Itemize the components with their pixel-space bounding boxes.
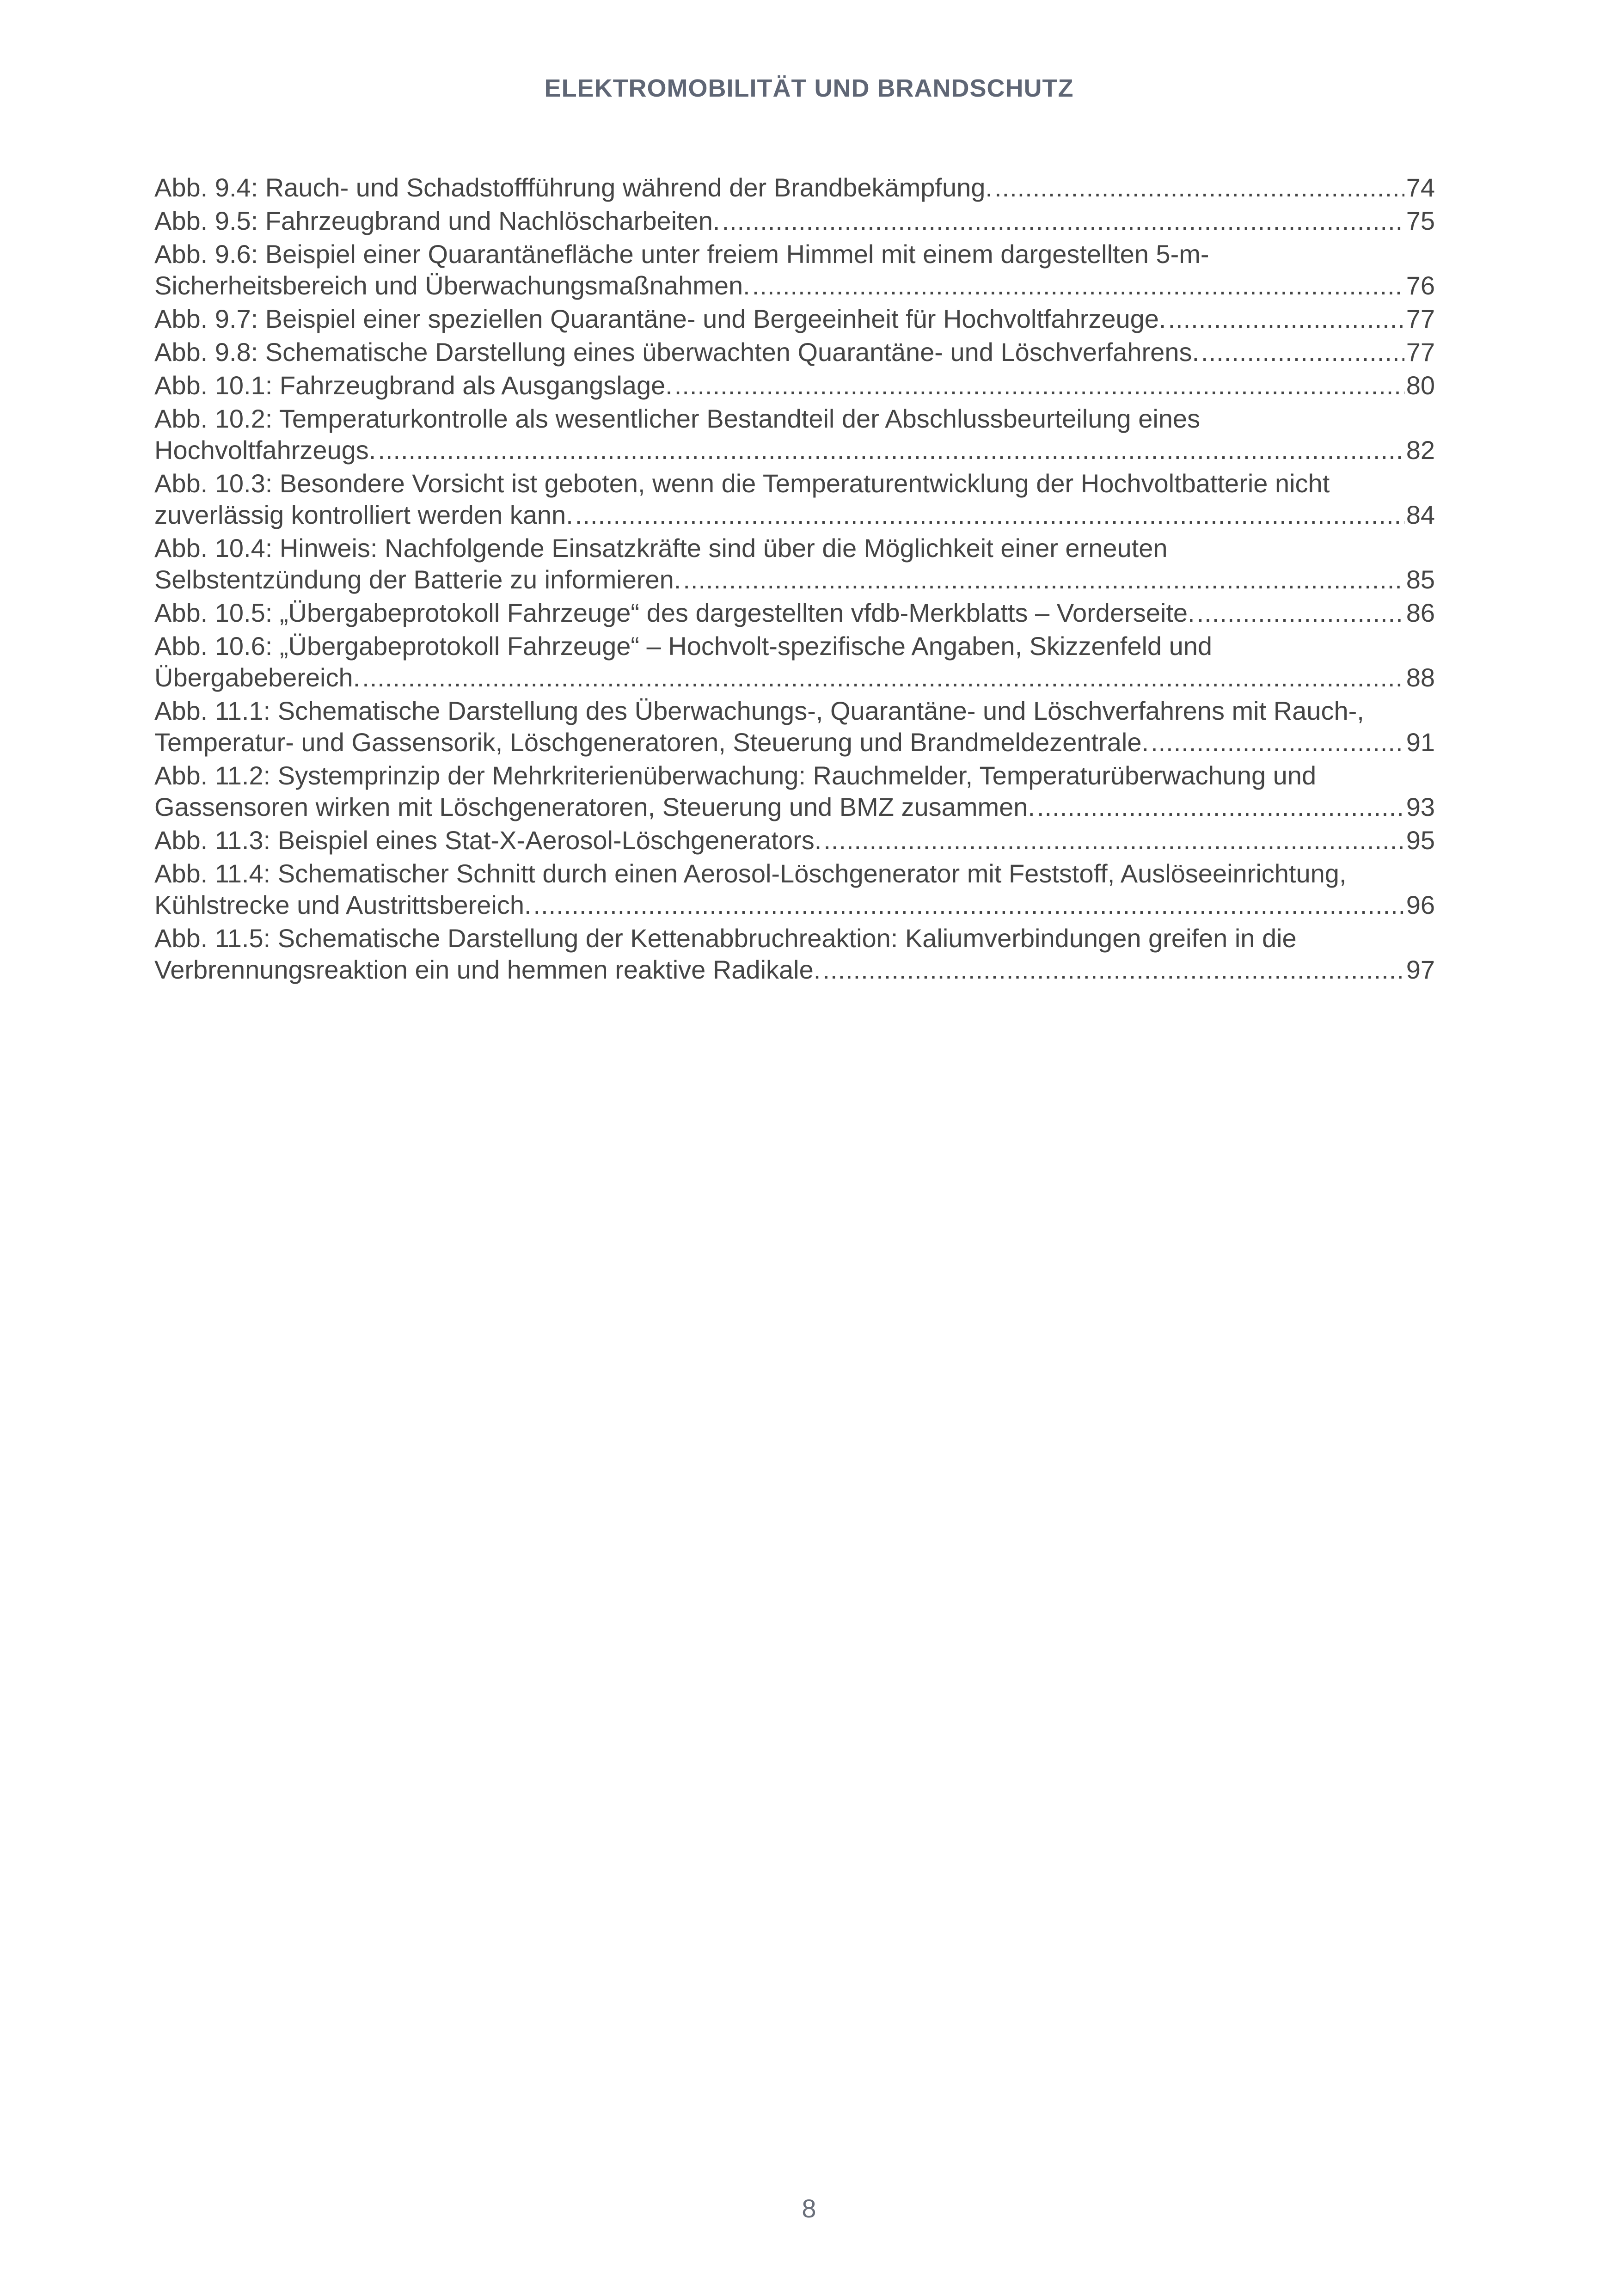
dot-leader — [378, 435, 1404, 466]
dot-leader — [674, 370, 1404, 401]
toc-entry[interactable] — [154, 825, 1435, 856]
toc-entry-text: Abb. 10.6: „Übergabeprotokoll Fahrzeuge“ – Hochvolt-spezifische Angaben, Skizzenfeld und — [154, 631, 1213, 661]
dot-leader — [1037, 791, 1404, 823]
toc-entry-text: Abb. 10.4: Hinweis: Nachfolgende Einsatzkräfte sind über die Möglichkeit einer erneuten — [154, 533, 1168, 563]
dot-leader — [1197, 597, 1404, 629]
toc-entry[interactable] — [154, 239, 1435, 301]
toc-page-number: 80 — [1406, 371, 1435, 400]
toc-entry-text: Verbrennungsreaktion ein und hemmen reaktive Radikale. — [154, 955, 821, 984]
toc-entry-text: Übergabebereich. — [154, 663, 361, 692]
dot-leader — [1201, 337, 1404, 368]
toc-page-number: 75 — [1406, 206, 1435, 235]
toc-entry-text: Abb. 11.3: Beispiel eines Stat-X-Aerosol-Löschgenerators. — [154, 826, 822, 855]
toc-page-number: 88 — [1406, 663, 1435, 692]
toc-page-number: 82 — [1406, 435, 1435, 465]
dot-leader — [823, 825, 1404, 856]
toc-entry-text: Abb. 10.2: Temperaturkontrolle als wesentlicher Bestandteil der Abschlussbeurteilung eines — [154, 404, 1201, 433]
dot-leader — [722, 205, 1404, 237]
dot-leader — [752, 270, 1404, 301]
toc-entry[interactable] — [154, 858, 1435, 921]
toc-entry[interactable] — [154, 468, 1435, 531]
toc-entry[interactable] — [154, 370, 1435, 401]
toc-page-number: 85 — [1406, 565, 1435, 594]
toc-entry[interactable] — [154, 303, 1435, 335]
toc-page-number: 86 — [1406, 598, 1435, 627]
toc-page-number: 96 — [1406, 890, 1435, 919]
list-of-figures — [154, 172, 1435, 987]
toc-entry-text: zuverlässig kontrolliert werden kann. — [154, 500, 573, 529]
toc-entry[interactable] — [154, 923, 1435, 986]
toc-page-number: 84 — [1406, 500, 1435, 529]
toc-entry-text: Abb. 11.2: Systemprinzip der Mehrkriterienüberwachung: Rauchmelder, Temperaturüberwachung und — [154, 761, 1317, 790]
toc-entry-text: Abb. 9.4: Rauch- und Schadstoffführung während der Brandbekämpfung. — [154, 173, 993, 202]
toc-page-number: 77 — [1406, 337, 1435, 367]
toc-entry-text: Hochvoltfahrzeugs. — [154, 435, 376, 465]
toc-entry-text: Abb. 10.3: Besondere Vorsicht ist geboten, wenn die Temperaturentwicklung der Hochvoltbatterie nicht — [154, 469, 1330, 498]
toc-entry-text: Sicherheitsbereich und Überwachungsmaßnahmen. — [154, 271, 750, 300]
toc-entry[interactable] — [154, 695, 1435, 758]
toc-entry-text: Abb. 11.5: Schematische Darstellung der Kettenabbruchreaktion: Kaliumverbindungen greifen in die — [154, 924, 1297, 953]
toc-entry[interactable] — [154, 172, 1435, 203]
toc-entry-text: Temperatur- und Gassensorik, Löschgeneratoren, Steuerung und Brandmeldezentrale. — [154, 728, 1149, 757]
toc-entry[interactable] — [154, 403, 1435, 466]
toc-entry-text: Abb. 10.5: „Übergabeprotokoll Fahrzeuge“ des dargestellten vfdb-Merkblatts – Vorderseite. — [154, 598, 1195, 627]
toc-entry-text: Abb. 9.8: Schematische Darstellung eines überwachten Quarantäne- und Löschverfahrens. — [154, 337, 1200, 367]
toc-entry-text: Abb. 9.5: Fahrzeugbrand und Nachlöscharbeiten. — [154, 206, 720, 235]
dot-leader — [683, 564, 1404, 595]
toc-entry[interactable] — [154, 533, 1435, 595]
toc-entry-text: Abb. 9.6: Beispiel einer Quarantänefläche unter freiem Himmel mit einem dargestellten 5-m- — [154, 239, 1209, 269]
toc-entry[interactable] — [154, 205, 1435, 237]
dot-leader — [1168, 303, 1404, 335]
running-header: ELEKTROMOBILITÄT UND BRANDSCHUTZ — [544, 74, 1074, 102]
toc-page-number: 97 — [1406, 955, 1435, 984]
toc-page-number: 77 — [1406, 304, 1435, 333]
page-number: 8 — [802, 2194, 816, 2223]
dot-leader — [362, 662, 1404, 693]
toc-entry[interactable] — [154, 760, 1435, 823]
toc-page-number: 91 — [1406, 728, 1435, 757]
dot-leader — [533, 889, 1404, 921]
toc-entry-text: Abb. 9.7: Beispiel einer speziellen Quarantäne- und Bergeeinheit für Hochvoltfahrzeuge. — [154, 304, 1166, 333]
dot-leader — [1151, 727, 1404, 758]
toc-entry-text: Abb. 11.4: Schematischer Schnitt durch einen Aerosol-Löschgenerator mit Feststoff, Auslöseeinrichtung, — [154, 859, 1347, 888]
toc-page-number: 93 — [1406, 792, 1435, 821]
toc-entry-text: Selbstentzündung der Batterie zu informieren. — [154, 565, 681, 594]
toc-page-number: 74 — [1406, 173, 1435, 202]
toc-entry-text: Kühlstrecke und Austrittsbereich. — [154, 890, 532, 919]
toc-page-number: 95 — [1406, 826, 1435, 855]
dot-leader — [575, 499, 1404, 531]
dot-leader — [822, 954, 1404, 986]
toc-entry[interactable] — [154, 597, 1435, 629]
toc-entry[interactable] — [154, 337, 1435, 368]
toc-entry-text: Abb. 11.1: Schematische Darstellung des Überwachungs-, Quarantäne- und Löschverfahrens mit Rauch-, — [154, 696, 1364, 725]
toc-entry-text: Abb. 10.1: Fahrzeugbrand als Ausgangslage. — [154, 371, 673, 400]
dot-leader — [994, 172, 1404, 203]
toc-entry-text: Gassensoren wirken mit Löschgeneratoren, Steuerung und BMZ zusammen. — [154, 792, 1035, 821]
toc-entry[interactable] — [154, 631, 1435, 693]
toc-page-number: 76 — [1406, 271, 1435, 300]
